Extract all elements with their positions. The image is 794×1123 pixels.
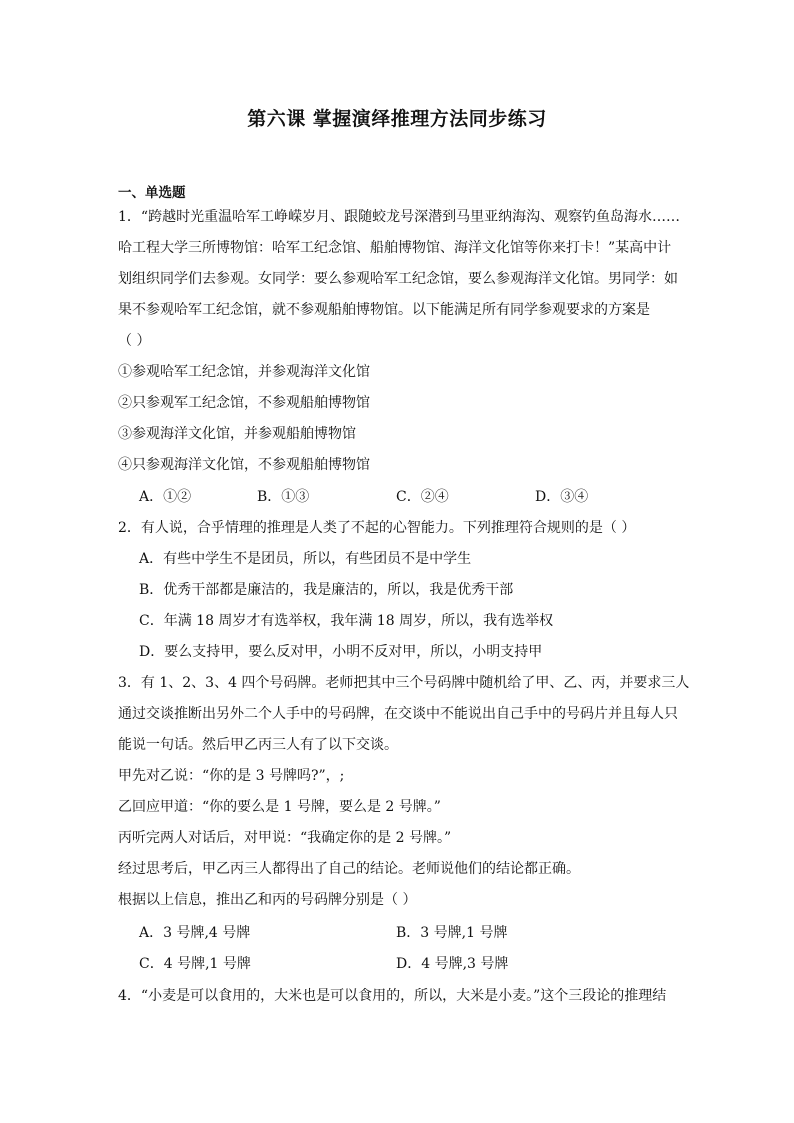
q1-option-b[interactable]: B．①③: [257, 489, 310, 505]
section-heading: 一、单选题: [118, 185, 186, 201]
q1-stem-line-1: 1．“跨越时光重温哈军工峥嵘岁月、跟随蛟龙号深潜到马里亚纳海沟、观察钓鱼岛海水……: [118, 209, 681, 225]
q3-stem-line-1: 3．有 1、2、3、4 四个号码牌。老师把其中三个号码牌中随机给了甲、乙、丙，并要求三人: [118, 675, 690, 691]
q2-stem: 2．有人说，合乎情理的推理是人类了不起的心智能力。下列推理符合规则的是（ ）: [118, 520, 636, 536]
q2-option-c[interactable]: C．年满 18 周岁才有选举权，我年满 18 周岁，所以，我有选举权: [139, 613, 554, 629]
q3-option-b[interactable]: B．3 号牌,1 号牌: [396, 925, 508, 941]
q3-stem-line-6: 丙听完两人对话后，对甲说：“我确定你的是 2 号牌。”: [118, 830, 452, 846]
q4-stem-line-1: 4．“小麦是可以食用的，大米也是可以食用的，所以，大米是小麦。”这个三段论的推理结: [118, 988, 667, 1004]
q3-option-d[interactable]: D．4 号牌,3 号牌: [396, 956, 509, 972]
q3-stem-line-7: 经过思考后，甲乙丙三人都得出了自己的结论。老师说他们的结论都正确。: [118, 861, 580, 877]
q2-option-d[interactable]: D．要么支持甲，要么反对甲，小明不反对甲，所以，小明支持甲: [139, 644, 543, 660]
q2-option-a[interactable]: A．有些中学生不是团员，所以，有些团员不是中学生: [139, 551, 472, 567]
q3-option-a[interactable]: A．3 号牌,4 号牌: [139, 925, 251, 941]
q1-option-c[interactable]: C．②④: [396, 489, 449, 505]
q1-item-3: ③参观海洋文化馆，并参观船舶博物馆: [118, 426, 356, 442]
q3-stem-line-2: 通过交谈推断出另外二个人手中的号码牌，在交谈中不能说出自己手中的号码片并且每人只: [118, 706, 678, 722]
q2-option-b[interactable]: B．优秀干部都是廉洁的，我是廉洁的，所以，我是优秀干部: [139, 582, 514, 598]
q1-item-2: ②只参观军工纪念馆，不参观船舶博物馆: [118, 395, 370, 411]
q1-option-a[interactable]: A．①②: [139, 489, 192, 505]
q1-stem-line-2: 哈工程大学三所博物馆：哈军工纪念馆、船舶博物馆、海洋文化馆等你来打卡！”某高中计: [118, 240, 672, 256]
q3-option-c[interactable]: C．4 号牌,1 号牌: [139, 956, 251, 972]
q1-stem-line-5: （ ）: [118, 333, 151, 349]
page-title: 第六课 掌握演绎推理方法同步练习: [247, 108, 547, 130]
q1-item-4: ④只参观海洋文化馆，不参观船舶博物馆: [118, 457, 370, 473]
q1-stem-line-3: 划组织同学们去参观。女同学：要么参观哈军工纪念馆，要么参观海洋文化馆。男同学：如: [118, 271, 678, 287]
q3-stem-line-5: 乙回应甲道：“你的要么是 1 号牌，要么是 2 号牌。”: [118, 799, 441, 815]
q1-stem-line-4: 果不参观哈军工纪念馆，就不参观船舶博物馆。以下能满足所有同学参观要求的方案是: [118, 302, 650, 318]
q3-stem-line-3: 能说一句话。然后甲乙丙三人有了以下交谈。: [118, 737, 398, 753]
q1-option-d[interactable]: D．③④: [535, 489, 589, 505]
q3-stem-line-8: 根据以上信息，推出乙和丙的号码牌分别是（ ）: [118, 892, 417, 908]
q3-stem-line-4: 甲先对乙说：“你的是 3 号牌吗?”，;: [118, 768, 345, 784]
q1-item-1: ①参观哈军工纪念馆，并参观海洋文化馆: [118, 364, 370, 380]
